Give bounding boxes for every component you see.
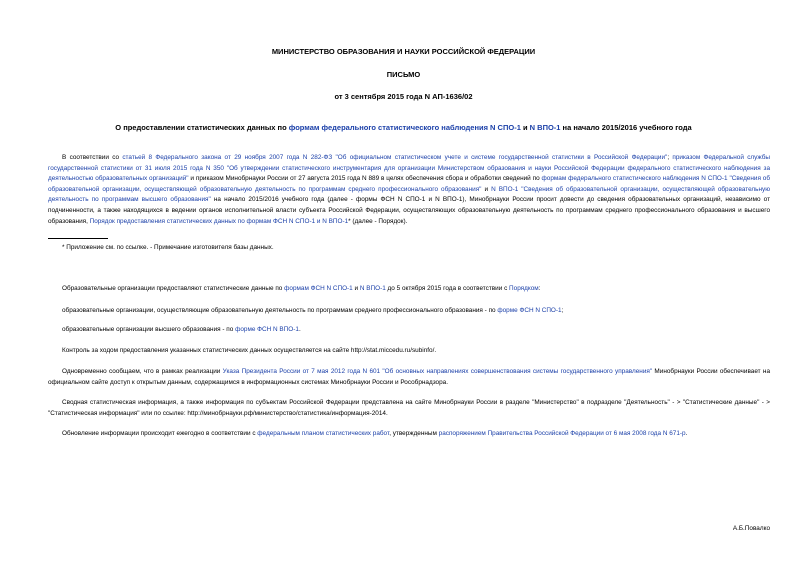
p2-text: Образовательные организации предоставляют статистические данные по (62, 285, 285, 292)
paragraph-3 (48, 306, 770, 317)
subject-text-mid: и (520, 123, 530, 132)
p4-text: . (298, 326, 301, 333)
p2-text: : (538, 285, 541, 292)
p1-text: и приказом Минобрнауки России от 27 августа 2015 года N 889 в целях обеспечения сбора и обработки сведений по (188, 175, 542, 183)
document-date: от 3 сентября 2015 года N АП-1636/02 (334, 92, 473, 101)
p1-link-procedure[interactable]: Порядок предоставления статистических данных по формам ФСН N СПО-1 и N ВПО-1 (89, 217, 349, 225)
p1-text: на начало 2015/2016 учебного года (далее - формы ФСН N СПО-1 и N ВПО-1), Минобрнауки России просит довести до сведения образовательных организаций, независимо от подчиненности, а также находящихся в ведении органов исполнительной власти субъекта Российской Федерации, осуществляющих образовательную деятельность по программам среднего профессионального образования и высшего образования, (48, 196, 770, 225)
document-subject (0, 123, 807, 132)
p1-link-rosstat-order[interactable]: приказом Федеральной службы государственной статистики от 31 июля 2015 года N 350 "Об утверждении статистического инструментария для организации Министерством образования и науки Российской Федерации федерального статистического наблюдения за деятельностью образовательных организаций" (48, 154, 771, 183)
p8-link-government-order[interactable]: распоряжением Правительства Российской Федерации от 6 мая 2008 года N 671-р (438, 430, 686, 437)
p8-link-federal-plan[interactable]: федеральным планом статистических работ (257, 430, 390, 437)
p3-link-spo1[interactable]: форме ФСН N СПО-1 (497, 307, 562, 314)
footnote: * Приложение см. по ссылке. - Примечание изготовителя базы данных. (62, 244, 274, 251)
subject-text-pre: О предоставлении статистических данных по (115, 123, 289, 132)
p1-text: ; (667, 154, 673, 161)
p1-text: * (далее - Порядок). (348, 217, 408, 225)
p8-text: . (685, 430, 688, 437)
subject-link-vpo1[interactable]: N ВПО-1 (529, 123, 561, 132)
p4-text: образовательные организации высшего образования - по (62, 326, 236, 333)
p8-text: Обновление информации происходит ежегодно в соответствии с (62, 430, 258, 437)
document-type: ПИСЬМО (386, 70, 421, 79)
paragraph-5: Контроль за ходом предоставления указанных статистических данных осуществляется на сайте http://stat.miccedu.ru/subinfo/. (62, 347, 437, 354)
p1-text: и (481, 185, 492, 193)
ministry-title: МИНИСТЕРСТВО ОБРАЗОВАНИЯ И НАУКИ РОССИЙСКОЙ ФЕДЕРАЦИИ (271, 47, 536, 56)
subject-text-post: на начало 2015/2016 учебного года (560, 123, 692, 132)
p2-link-vpo1[interactable]: N ВПО-1 (359, 285, 386, 292)
subject-link-spo1[interactable]: формам федерального статистического наблюдения N СПО-1 (288, 123, 521, 132)
p8-text: , утвержденным (389, 430, 439, 437)
p3-text: ; (561, 307, 564, 314)
p2-text: до 5 октября 2015 года в соответствии с (385, 285, 510, 292)
p6-text: Одновременно сообщаем, что в рамках реализации (62, 368, 223, 375)
p1-link-form-vpo1[interactable]: N ВПО-1 "Сведения об образовательной организации, осуществляющей образовательную деятельность по программам высшего образования" (48, 185, 770, 204)
p3-text: образовательные организации, осуществляющие образовательную деятельность по программам среднего профессионального образования - по (62, 307, 498, 314)
paragraph-4 (48, 325, 770, 336)
paragraph-7: Сводная статистическая информация, а также информация по субъектам Российской Федерации представлена на сайте Минобрнауки России в разделе "Министерство" в подразделе "Деятельность" - > "Статистические данные" - > "Статистическая информация" или по ссылке: http://минобрнауки.рф/министерство/статистика/информация-2014. (48, 399, 770, 417)
footnote-divider (48, 238, 108, 239)
p6-link-decree[interactable]: Указа Президента России от 7 мая 2012 года N 601 "Об основных направлениях совершенствования системы государственного управления" (222, 368, 653, 375)
p6-text: Минобрнауки России обеспечивает на официальном сайте доступ к открытым данным, содержащимся в информационных системах Минобрнауки России и Рособрнадзора. (48, 368, 770, 386)
paragraph-8 (48, 429, 770, 440)
p2-link-procedure[interactable]: Порядком (509, 285, 539, 292)
paragraph-1 (48, 153, 770, 227)
p1-link-form-spo1[interactable]: формам федерального статистического наблюдения N СПО-1 "Сведения об образовательной организации, осуществляющей образовательную деятельность по программам среднего профессионального образования" (48, 175, 770, 193)
p4-link-vpo1[interactable]: форме ФСН N ВПО-1 (235, 326, 299, 333)
p1-text: В соответствии со (62, 154, 123, 161)
signature: А.Б.Повалко (732, 525, 770, 532)
paragraph-2 (48, 284, 770, 295)
p2-link-spo1[interactable]: формам ФСН N СПО-1 (284, 285, 353, 292)
paragraph-6 (48, 367, 770, 388)
p2-text: и (352, 285, 360, 292)
p1-link-law[interactable]: статьей 8 Федерального закона от 29 ноября 2007 года N 282-ФЗ "Об официальном статистическом учете и системе государственной статистики в Российской Федерации" (122, 154, 668, 161)
